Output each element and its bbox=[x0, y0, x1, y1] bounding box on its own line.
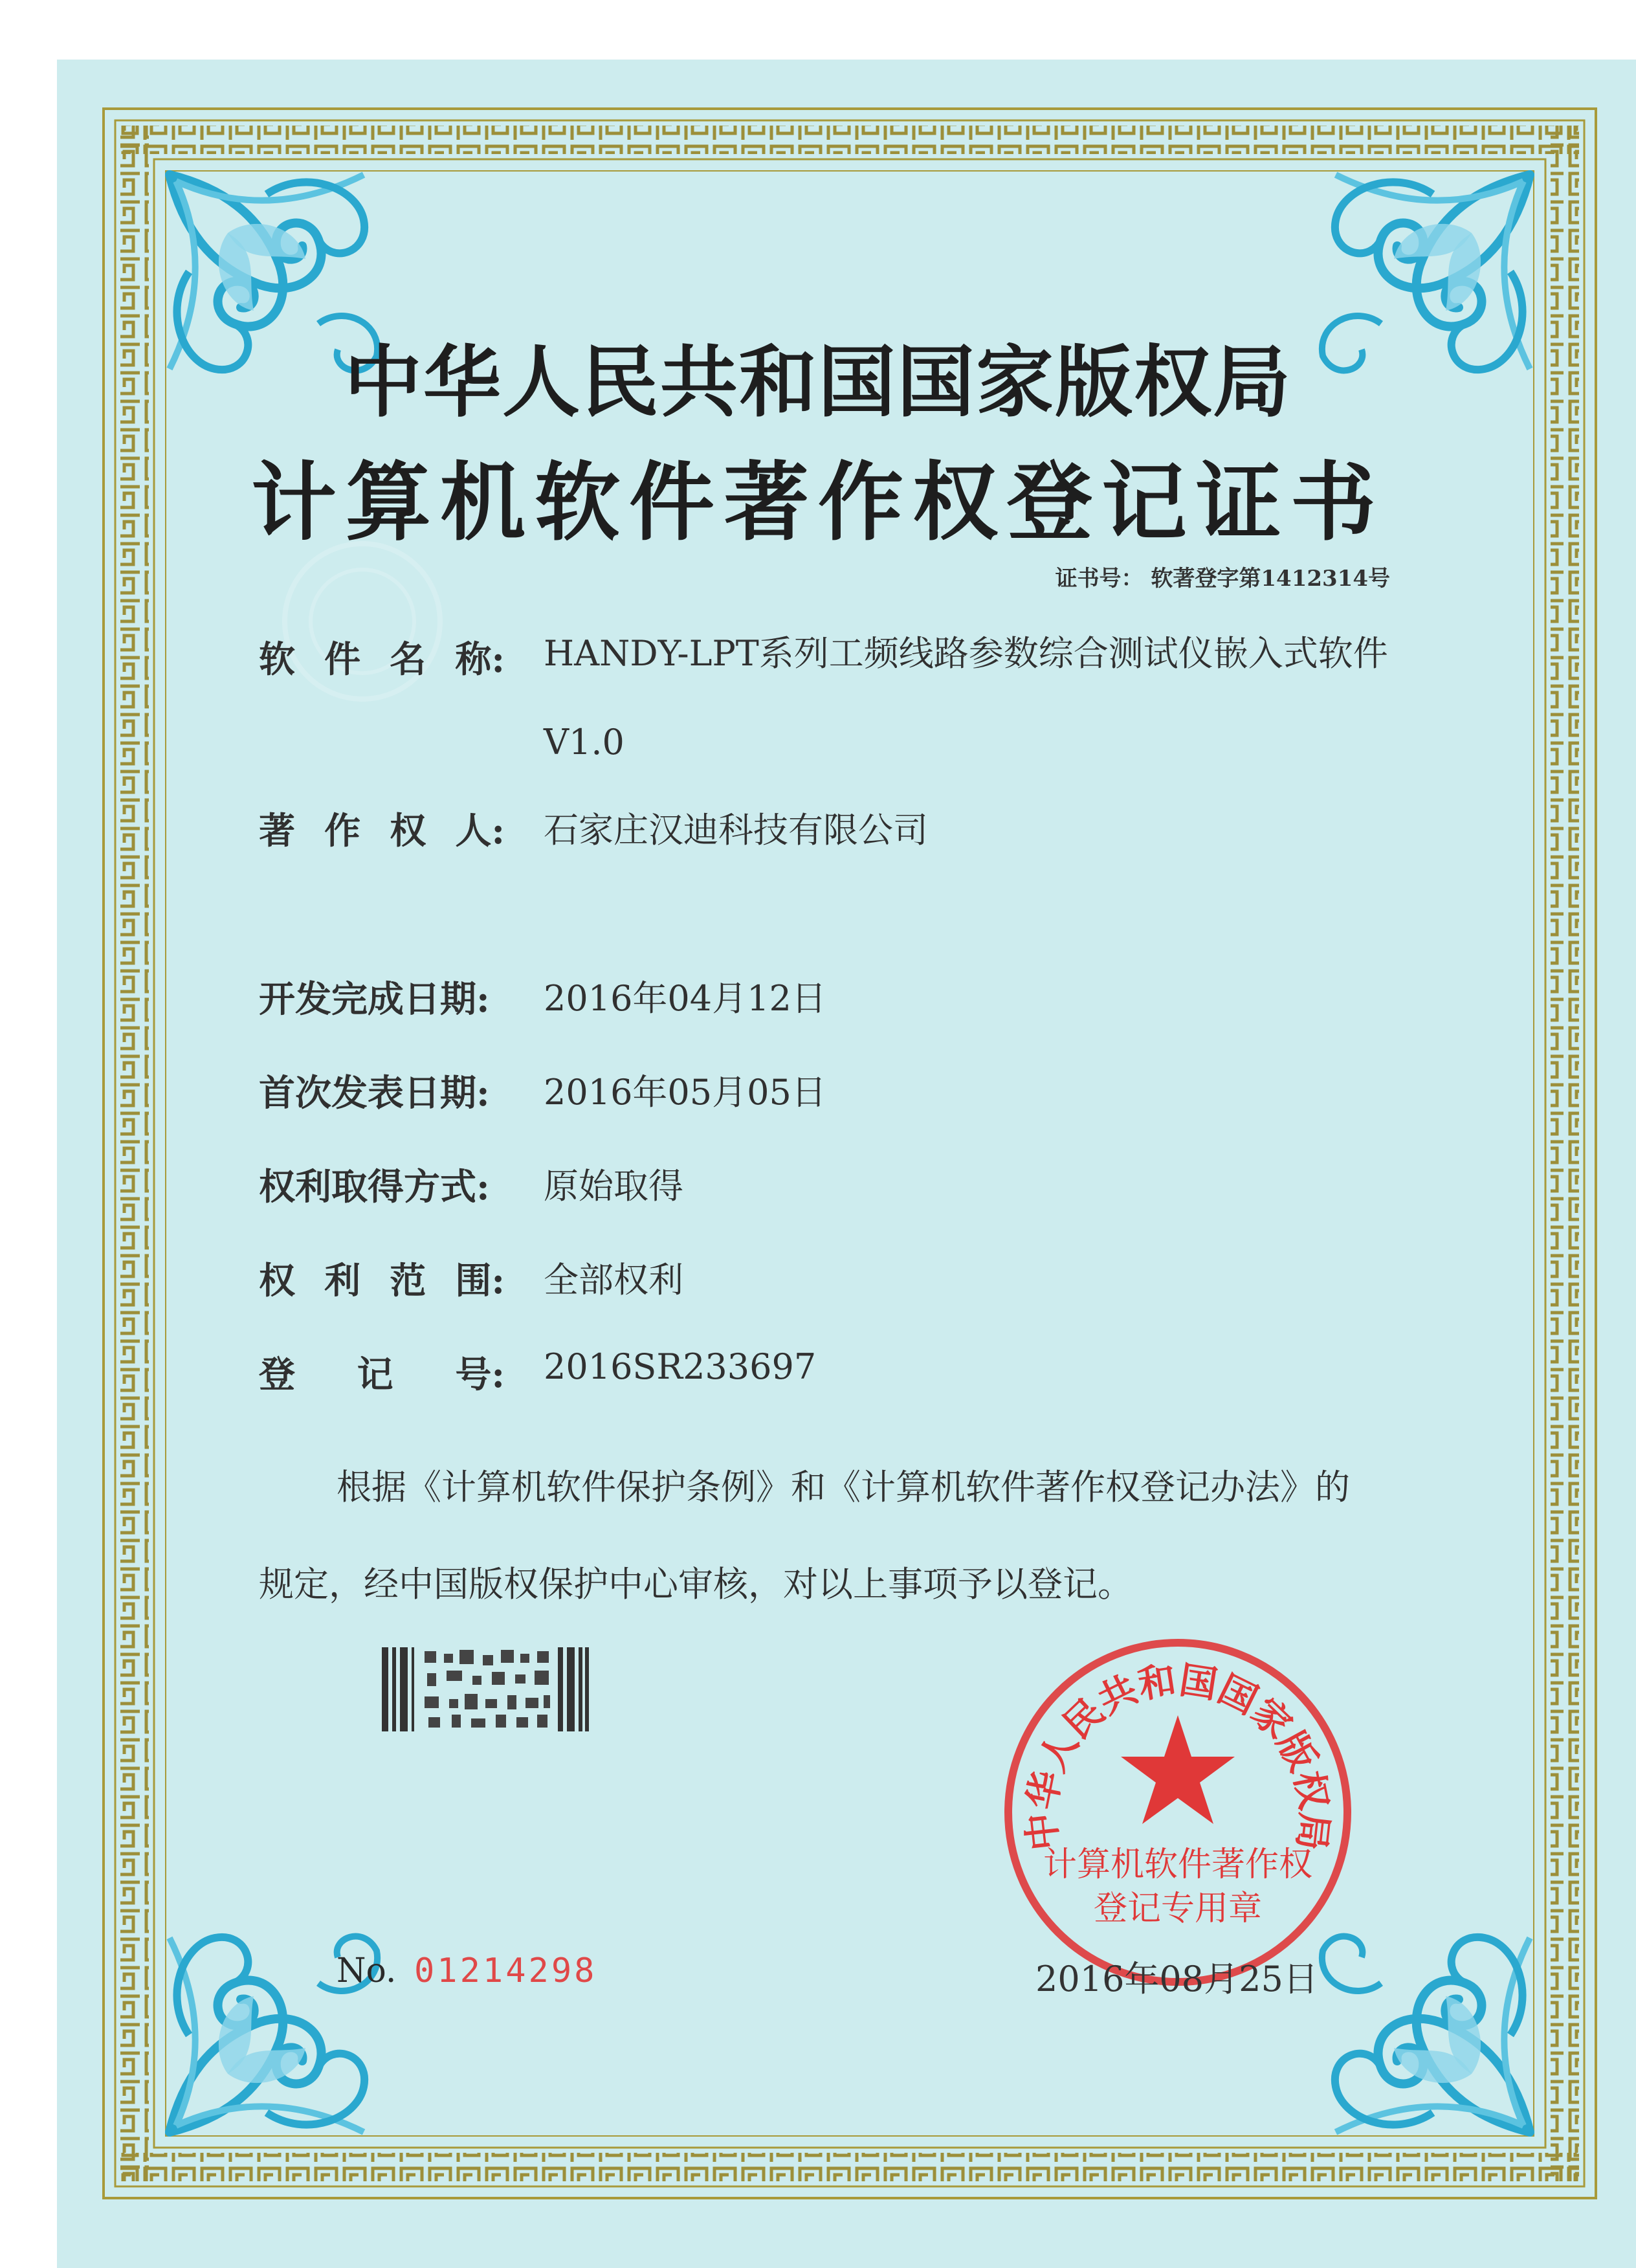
seal-inner-line-1: 计算机软件著作权 bbox=[1043, 1845, 1313, 1884]
value-software-name: HANDY-LPT系列工频线路参数综合测试仪嵌入式软件 bbox=[544, 633, 1388, 674]
serial-label: No. bbox=[337, 1951, 397, 1990]
label-registration-number: 登 记 号: bbox=[259, 1353, 505, 1396]
value-dev-date: 2016年04月12日 bbox=[544, 978, 826, 1019]
official-seal bbox=[997, 1631, 1359, 1994]
serial-number: 01214298 bbox=[414, 1951, 597, 1990]
seal-outer-text: 中华人民共和国国家版权局 bbox=[1019, 1658, 1337, 1853]
value-copyright-owner: 石家庄汉迪科技有限公司 bbox=[544, 810, 928, 850]
label-rights-scope: 权 利 范 围: bbox=[259, 1260, 505, 1302]
issuer-title: 中华人民共和国国家版权局 bbox=[344, 337, 1292, 428]
certificate-number: 证书号： 软著登字第1412314号 bbox=[1055, 566, 1390, 592]
value-registration-number: 2016SR233697 bbox=[544, 1346, 817, 1387]
certificate-title: 计算机软件著作权登记证书 bbox=[251, 452, 1385, 553]
barcode bbox=[382, 1647, 589, 1731]
statement-line-1: 根据《计算机软件保护条例》和《计算机软件著作权登记办法》的 bbox=[337, 1467, 1350, 1507]
label-publish-date: 首次发表日期: bbox=[259, 1072, 490, 1115]
label-copyright-owner: 著 作 权 人: bbox=[259, 810, 505, 852]
statement-line-2: 规定，经中国版权保护中心审核，对以上事项予以登记。 bbox=[259, 1564, 1133, 1605]
label-acquisition: 权利取得方式: bbox=[259, 1166, 490, 1208]
value-publish-date: 2016年05月05日 bbox=[544, 1072, 826, 1113]
seal-star-icon bbox=[1121, 1715, 1235, 1824]
issue-date: 2016年08月25日 bbox=[1035, 1959, 1318, 1999]
value-rights-scope: 全部权利 bbox=[544, 1260, 683, 1300]
value-acquisition: 原始取得 bbox=[544, 1166, 683, 1206]
label-software-name: 软 件 名 称: bbox=[259, 638, 505, 681]
seal-inner-line-2: 登记专用章 bbox=[1093, 1889, 1263, 1928]
label-dev-date: 开发完成日期: bbox=[259, 978, 490, 1021]
value-software-version: V1.0 bbox=[544, 722, 625, 762]
